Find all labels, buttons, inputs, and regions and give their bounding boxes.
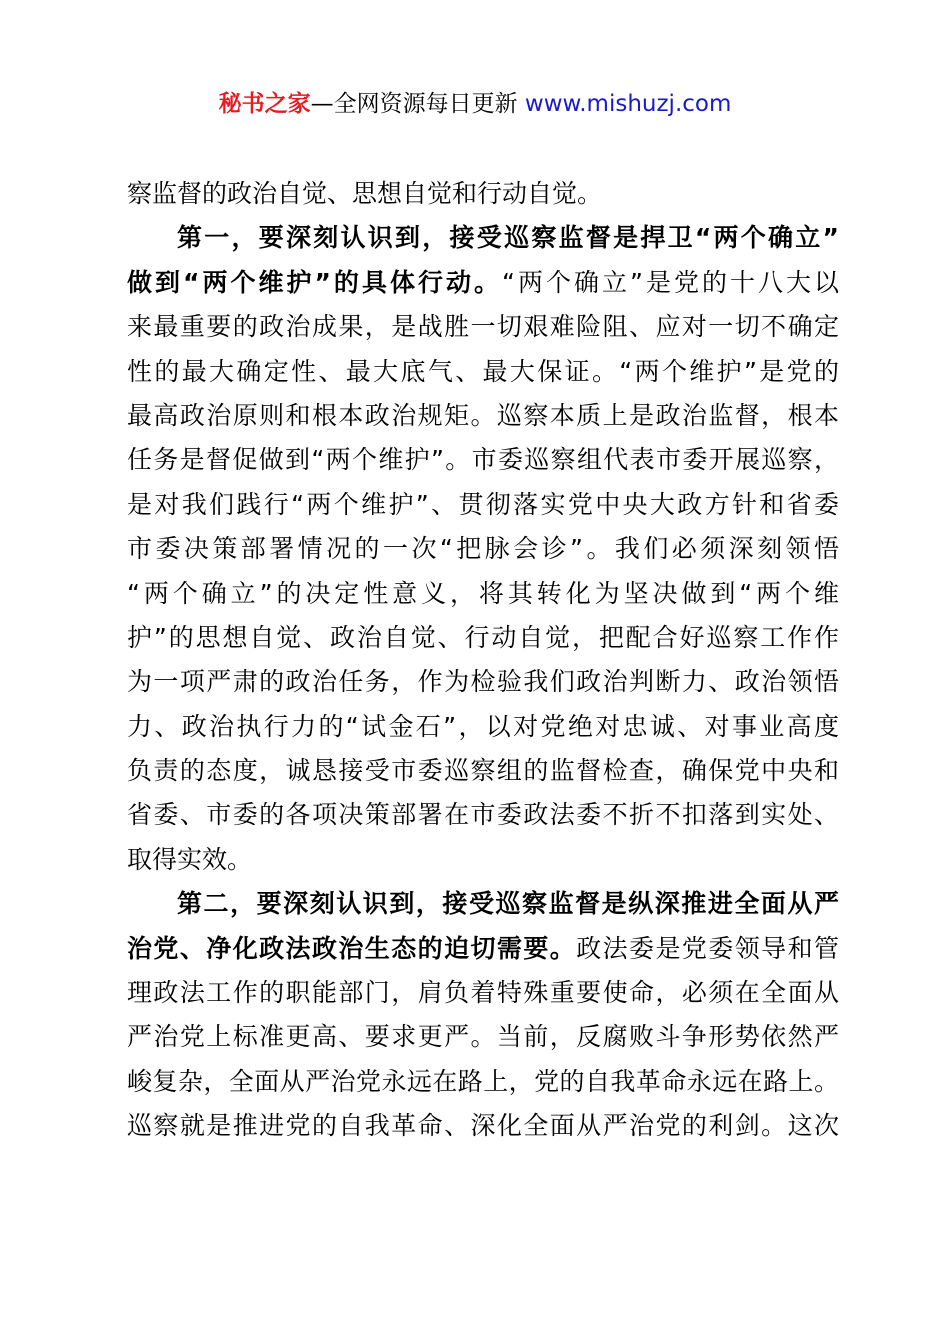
- paragraph-1-heading: [127, 216, 839, 260]
- text-line: 最高政治原则和根本政治规矩。巡察本质上是政治监督，根本: [127, 400, 839, 430]
- text-line: 市委决策部署情况的一次“把脉会诊”。我们必须深刻领悟: [127, 534, 839, 564]
- text-segment: 政法委是党委领导和管: [576, 933, 839, 963]
- text-line: 巡察就是推进党的自我革命、深化全面从严治党的利剑。这次: [127, 1111, 839, 1141]
- bold-heading-text: 做到“两个维护”的具体行动。: [127, 267, 502, 297]
- page-header: [0, 88, 950, 120]
- text-line: 力、政治执行力的“试金石”，以对党绝对忠诚、对事业高度: [127, 711, 839, 741]
- text-segment: “两个确立”是党的十八大以: [501, 267, 839, 297]
- text-line: 是对我们践行“两个维护”、贯彻落实党中央大政方针和省委: [127, 489, 839, 519]
- text-line: [127, 261, 839, 305]
- site-url-link[interactable]: www.mishuzj.com: [524, 91, 732, 117]
- text-line: 峻复杂，全面从严治党永远在路上，党的自我革命永远在路上。: [127, 1066, 839, 1096]
- header-tagline: —全网资源每日更新: [310, 91, 525, 117]
- text-line: 护”的思想自觉、政治自觉、行动自觉，把配合好巡察工作作: [127, 622, 839, 652]
- text-line: [127, 927, 839, 971]
- text-line: 理政法工作的职能部门，肩负着特殊重要使命，必须在全面从: [127, 978, 839, 1008]
- text-line: 取得实效。: [127, 844, 253, 874]
- bold-heading-text: 第一，要深刻认识到，接受巡察监督是捍卫“两个确立”: [177, 223, 839, 253]
- paragraph-2-heading: [127, 882, 839, 926]
- brand-name: 秘书之家: [218, 91, 311, 117]
- text-line: 严治党上标准更高、要求更严。当前，反腐败斗争形势依然严: [127, 1022, 839, 1052]
- text-line: 性的最大确定性、最大底气、最大保证。“两个维护”是党的: [127, 356, 839, 386]
- text-line: “两个确立”的决定性意义，将其转化为坚决做到“两个维: [127, 578, 839, 608]
- text-line: 为一项严肃的政治任务，作为检验我们政治判断力、政治领悟: [127, 667, 839, 697]
- document-body: [127, 172, 839, 1149]
- text-line: 察监督的政治自觉、思想自觉和行动自觉。: [127, 179, 603, 208]
- text-line: 负责的态度，诚恳接受市委巡察组的监督检查，确保党中央和: [127, 756, 839, 786]
- bold-heading-text: 第二，要深刻认识到，接受巡察监督是纵深推进全面从严: [177, 889, 839, 919]
- text-line: 省委、市委的各项决策部署在市委政法委不折不扣落到实处、: [127, 800, 839, 830]
- bold-heading-text: 治党、净化政法政治生态的迫切需要。: [127, 933, 577, 963]
- text-line: 任务是督促做到“两个维护”。市委巡察组代表市委开展巡察，: [127, 445, 839, 475]
- text-line: 来最重要的政治成果，是战胜一切艰难险阻、应对一切不确定: [127, 312, 839, 342]
